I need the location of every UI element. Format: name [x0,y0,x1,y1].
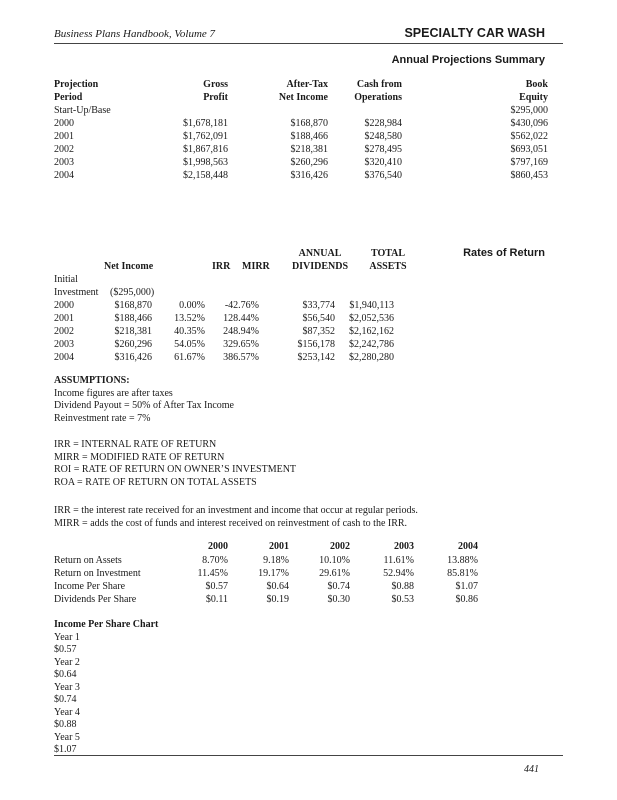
ret-cell: $2,052,536 [349,313,394,324]
proj-cell-period: Start-Up/Base [54,105,111,116]
ret-cell: $2,242,786 [349,339,394,350]
proj-cell-period: 2003 [54,157,74,168]
ret-initial-label: Initial [54,274,78,285]
income-year-label: Year 3 [54,681,80,693]
ret-cell: $2,162,162 [349,326,394,337]
proj-cell-period: 2002 [54,144,74,155]
proj-cell: $1,867,816 [183,144,228,155]
income-value: $0.57 [54,644,77,655]
ratio-cell: $0.53 [391,594,414,605]
ratio-cell: 19.17% [258,568,289,579]
projections-title: Annual Projections Summary [391,54,545,66]
ratio-cell: $0.86 [455,594,478,605]
proj-cell: $376,540 [364,170,402,181]
definition-line: ROA = RATE OF RETURN ON TOTAL ASSETS [54,476,257,488]
proj-cell: $168,870 [290,118,328,129]
ratio-cell: 11.61% [383,555,414,566]
income-chart-title: Income Per Share Chart [54,619,159,630]
ret-cell: 40.35% [174,326,205,337]
proj-cell: $295,000 [510,105,548,116]
ret-investment-value: ($295,000) [110,287,155,298]
assumption-line: Reinvestment rate = 7% [54,412,151,424]
proj-cell: $1,998,563 [183,157,228,168]
ret-cell: $188,466 [114,313,152,324]
ratio-cell: 52.94% [383,568,414,579]
returns-table [54,247,434,365]
book-title: Business Plans Handbook, Volume 7 [54,28,216,40]
ret-cell: $253,142 [297,352,335,363]
page-number: 441 [524,764,539,775]
ratio-cell: $0.30 [327,594,350,605]
ratio-row-label: Return on Assets [54,555,122,566]
ratio-cell: $0.64 [266,581,289,592]
explanations-block [54,505,418,530]
ret-cell: $56,540 [302,313,335,324]
ratio-cell: 29.61% [319,568,350,579]
proj-cell: $278,495 [364,144,402,155]
ratio-row-label: Income Per Share [54,581,126,592]
ratio-cell: $1.07 [455,581,478,592]
ratio-row-label: Dividends Per Share [54,594,137,605]
ret-header-dividends: ANNUAL DIVIDENDS [291,248,349,272]
assumptions-block [54,375,234,425]
definition-line: IRR = INTERNAL RATE OF RETURN [54,439,217,450]
proj-cell: $320,410 [364,157,402,168]
ratio-cell: 9.18% [263,555,289,566]
income-year-label: Year 2 [54,656,80,668]
explanation-line: MIRR = adds the cost of funds and interest received on reinvestment of cash to the IRR. [54,517,408,529]
ret-cell-year: 2003 [54,339,74,350]
ret-cell-year: 2000 [54,300,74,311]
income-value: $0.74 [54,694,77,705]
projections-table [54,78,550,188]
proj-cell-period: 2004 [54,170,74,181]
proj-header-net-income: After-Tax Net Income [278,79,328,103]
ratio-cell: $0.19 [266,594,289,605]
proj-cell: $797,169 [510,157,548,168]
ratio-cell: 11.45% [197,568,228,579]
ret-cell: 54.05% [174,339,205,350]
ret-investment-label: Investment [54,287,99,298]
assumptions-title: ASSUMPTIONS: [54,375,130,386]
definitions-block [54,439,296,489]
ratio-cell: $0.11 [205,594,228,605]
ret-header-net-income: Net Income [104,261,154,272]
ret-cell: -42.76% [224,300,259,311]
ret-cell: $1,940,113 [349,300,394,311]
ratio-cell: $0.74 [327,581,350,592]
proj-header-cash: Cash from Operations [354,79,402,103]
ret-cell: 0.00% [179,300,205,311]
ret-header-assets: TOTAL ASSETS [369,248,407,272]
proj-cell-period: 2000 [54,118,74,129]
ratio-cell: 13.88% [447,555,478,566]
proj-cell: $248,580 [364,131,402,142]
ret-cell: 329.65% [223,339,259,350]
proj-cell-period: 2001 [54,131,74,142]
proj-cell: $188,466 [290,131,328,142]
proj-cell: $430,096 [510,118,548,129]
definition-line: MIRR = MODIFIED RATE OF RETURN [54,451,225,463]
ratio-cell: 10.10% [319,555,350,566]
proj-cell: $218,381 [290,144,328,155]
ret-cell-year: 2004 [54,352,74,363]
assumption-line: Dividend Payout = 50% of After Tax Income [54,400,234,411]
plan-title: SPECIALTY CAR WASH [404,26,545,40]
ret-cell: $168,870 [114,300,152,311]
income-value: $0.88 [54,719,77,730]
income-chart-block [54,619,159,755]
income-year-label: Year 1 [54,631,80,643]
ratio-header-year: 2004 [458,541,478,552]
proj-cell: $562,022 [510,131,548,142]
ret-cell: 248.94% [223,326,259,337]
proj-cell: $316,426 [290,170,328,181]
income-value: $0.64 [54,669,77,680]
ratio-header-year: 2002 [330,541,350,552]
returns-title: Rates of Return [463,247,545,259]
proj-cell: $693,051 [510,144,548,155]
proj-cell: $228,984 [364,118,402,129]
ret-header-mirr: MIRR [242,261,270,272]
ratio-header-year: 2003 [394,541,414,552]
footer-rule [54,755,563,756]
proj-header-gross: Gross Profit [203,79,228,103]
ret-cell: $218,381 [114,326,152,337]
income-year-label: Year 5 [54,731,80,743]
ratio-header-year: 2001 [269,541,289,552]
assumption-line: Income figures are after taxes [54,387,173,399]
ret-cell-year: 2002 [54,326,74,337]
ret-cell: $87,352 [302,326,335,337]
ratio-header-year: 2000 [208,541,228,552]
definition-line: ROI = RATE OF RETURN ON OWNER’S INVESTMENT [54,464,297,475]
ret-cell: 386.57% [223,352,259,363]
ratio-cell: $0.57 [205,581,228,592]
ratios-table [54,540,550,606]
proj-header-period: Projection Period [54,79,99,103]
income-year-label: Year 4 [54,706,80,718]
proj-cell: $860,453 [510,170,548,181]
proj-header-equity: Book Equity [519,79,548,103]
ret-cell: 13.52% [174,313,205,324]
ret-cell: $260,296 [114,339,152,350]
ret-cell: 61.67% [174,352,205,363]
ret-cell: $156,178 [297,339,335,350]
ratio-cell: 8.70% [202,555,228,566]
ratio-cell: 85.81% [447,568,478,579]
proj-cell: $1,678,181 [183,118,228,129]
ratio-row-label: Return on Investment [54,568,141,579]
explanation-line: IRR = the interest rate received for an investment and income that occur at regular periods. [54,505,418,516]
header-rule [54,43,563,44]
income-value: $1.07 [54,744,77,755]
ratio-cell: $0.88 [391,581,414,592]
ret-cell: $33,774 [302,300,335,311]
ret-cell: 128.44% [223,313,259,324]
ret-cell: $316,426 [114,352,152,363]
ret-header-irr: IRR [212,261,231,272]
proj-cell: $260,296 [290,157,328,168]
proj-cell: $2,158,448 [183,170,228,181]
proj-cell: $1,762,091 [183,131,228,142]
ret-cell-year: 2001 [54,313,74,324]
ret-cell: $2,280,280 [349,352,394,363]
